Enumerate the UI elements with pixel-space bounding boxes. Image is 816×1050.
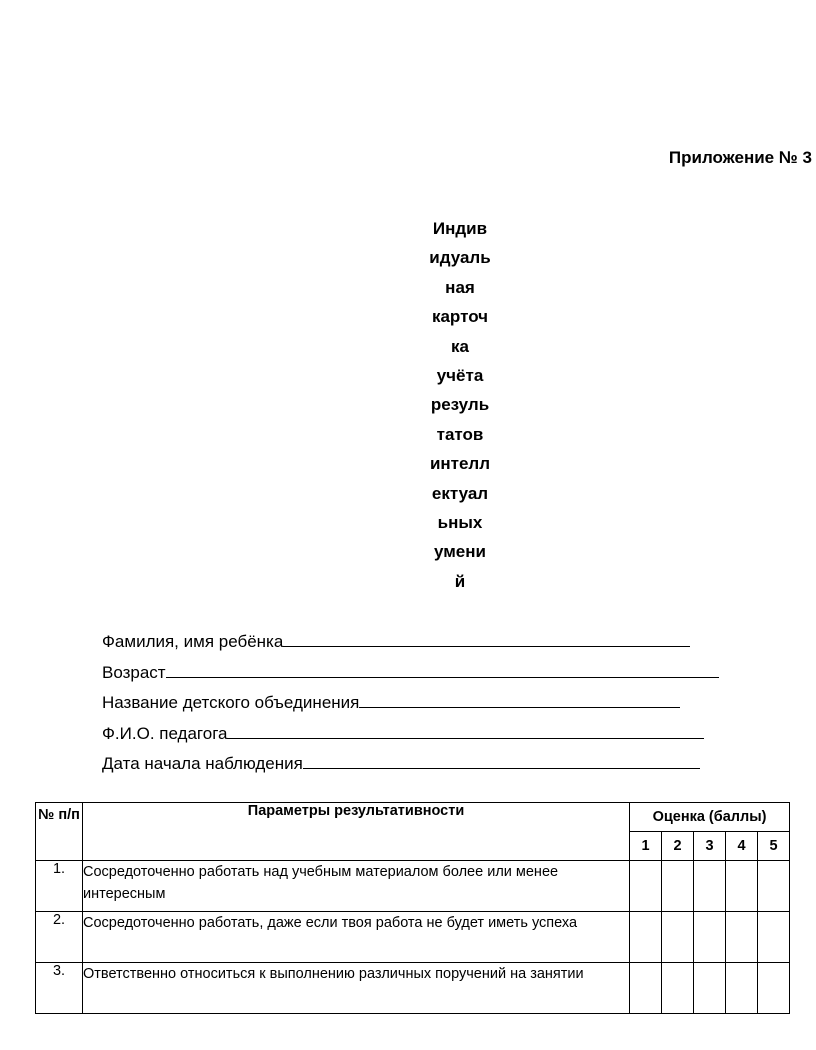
- title-line: умени: [434, 542, 486, 562]
- score-column-1: 1: [630, 832, 662, 861]
- score-column-2: 2: [662, 832, 694, 861]
- age-field: [102, 658, 719, 689]
- row-parameter: Ответственно относиться к выполнению различных поручений на занятии: [83, 963, 630, 1014]
- row-number: 3.: [36, 963, 83, 1014]
- age-blank[interactable]: [166, 658, 719, 678]
- start-date-field: [102, 749, 719, 780]
- document-title: [418, 214, 502, 596]
- table-row: [36, 861, 790, 912]
- score-cell[interactable]: [662, 861, 694, 912]
- score-column-4: 4: [726, 832, 758, 861]
- score-cell[interactable]: [758, 861, 790, 912]
- score-cell[interactable]: [726, 912, 758, 963]
- appendix-label: Приложение № 3: [668, 148, 812, 167]
- teacher-name-label: Ф.И.О. педагога: [102, 723, 228, 743]
- title-line: ектуал: [431, 483, 489, 503]
- group-name-label: Название детского объединения: [102, 693, 360, 712]
- row-parameter: Сосредоточенно работать, даже если твоя работа не будет иметь успеха: [83, 912, 630, 963]
- age-label: Возраст: [102, 662, 166, 682]
- score-cell[interactable]: [630, 861, 662, 912]
- table-header-row: [36, 803, 790, 832]
- num-header: № п/п: [36, 803, 83, 861]
- title-line: учёта: [436, 366, 484, 386]
- score-column-3: 3: [694, 832, 726, 861]
- score-cell[interactable]: [726, 861, 758, 912]
- title-line: ная: [445, 277, 475, 297]
- score-cell[interactable]: [694, 861, 726, 912]
- score-cell[interactable]: [630, 912, 662, 963]
- teacher-name-blank[interactable]: [227, 719, 704, 739]
- results-table: [35, 802, 790, 1014]
- params-header: Параметры результативности: [83, 803, 630, 861]
- child-name-blank[interactable]: [283, 627, 690, 647]
- title-line: татов: [436, 424, 484, 444]
- score-cell[interactable]: [726, 963, 758, 1014]
- title-line: идуаль: [429, 248, 491, 268]
- teacher-name-field: [102, 719, 719, 750]
- score-cell[interactable]: [694, 963, 726, 1014]
- title-line: карточ: [431, 307, 489, 327]
- score-cell[interactable]: [758, 963, 790, 1014]
- group-name-field: [102, 688, 719, 719]
- row-parameter: Сосредоточенно работать над учебным материалом более или менее интересным: [83, 861, 630, 912]
- score-cell[interactable]: [630, 963, 662, 1014]
- row-number: 1.: [36, 861, 83, 912]
- table-row: [36, 963, 790, 1014]
- title-line: резуль: [430, 395, 490, 415]
- group-name-blank[interactable]: [359, 688, 680, 708]
- row-number: 2.: [36, 912, 83, 963]
- score-cell[interactable]: [758, 912, 790, 963]
- info-fields: [102, 627, 719, 780]
- title-line: Индив: [432, 219, 488, 238]
- title-line: ка: [451, 336, 469, 356]
- child-name-field: [102, 627, 719, 658]
- start-date-label: Дата начала наблюдения: [102, 754, 303, 773]
- score-cell[interactable]: [694, 912, 726, 963]
- child-name-label: Фамилия, имя ребёнка: [102, 632, 284, 651]
- start-date-blank[interactable]: [303, 749, 700, 769]
- score-cell[interactable]: [662, 912, 694, 963]
- title-line: интелл: [429, 454, 491, 474]
- score-cell[interactable]: [662, 963, 694, 1014]
- title-line: й: [454, 571, 466, 591]
- table-row: [36, 912, 790, 963]
- title-line: ьных: [437, 513, 483, 533]
- score-column-5: 5: [758, 832, 790, 861]
- score-header: Оценка (баллы): [630, 803, 790, 832]
